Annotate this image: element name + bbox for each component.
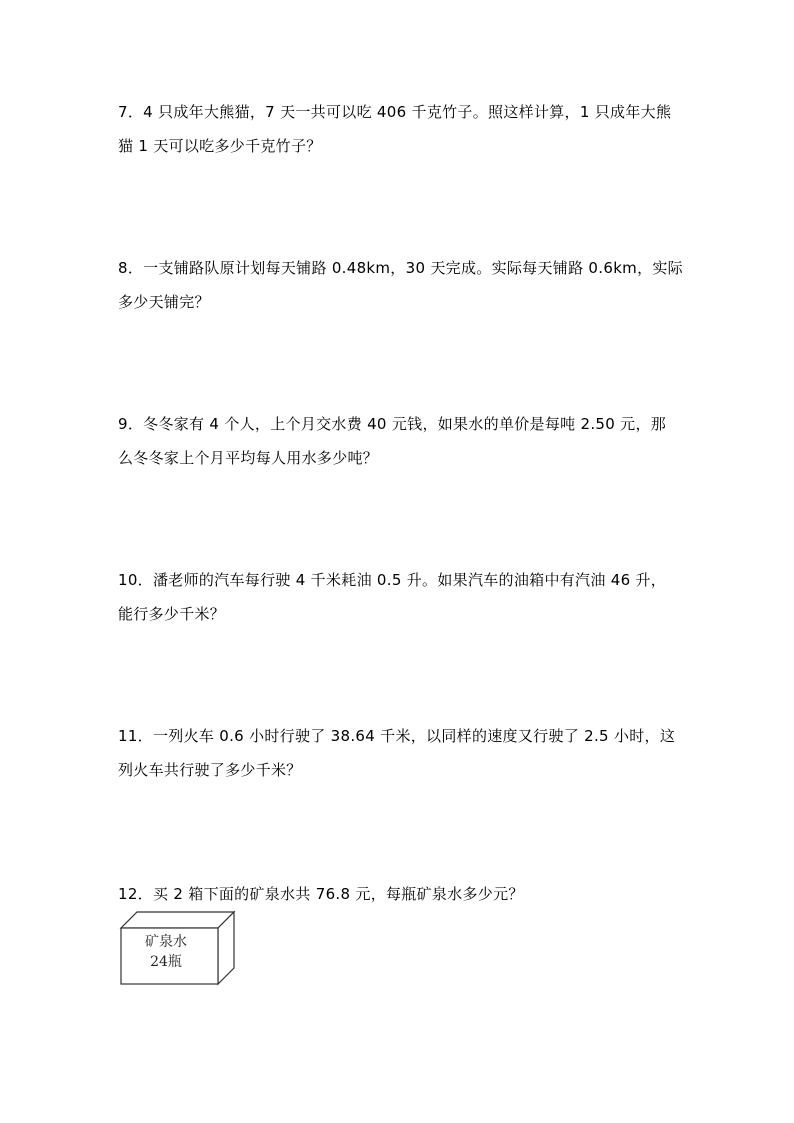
box-top-face (121, 912, 234, 928)
problem-12 (118, 877, 688, 911)
problem-7 (118, 95, 688, 163)
box-label (123, 932, 209, 972)
problem-8 (118, 251, 688, 319)
water-box-figure (117, 910, 237, 990)
problem-9-line-2: 么冬冬家上个月平均每人用水多少吨？ (118, 449, 379, 467)
problem-9 (118, 407, 688, 475)
problem-11-line-2: 列火车共行驶了多少千米？ (118, 761, 302, 779)
problem-9-line-1: 9．冬冬家有 4 个人，上个月交水费 40 元钱，如果水的单价是每吨 2.50 元，那 (118, 415, 667, 433)
problem-11 (118, 719, 688, 787)
box-label-name: 矿泉水 (145, 934, 187, 950)
problem-8-line-2: 多少天铺完？ (118, 293, 210, 311)
problem-8-line-1: 8．一支铺路队原计划每天铺路 0.48km，30 天完成。实际每天铺路 0.6km，实际 (118, 259, 683, 277)
problem-12-line-1: 12．买 2 箱下面的矿泉水共 76.8 元，每瓶矿泉水多少元？ (118, 885, 524, 903)
box-label-count: 24瓶 (150, 954, 182, 970)
problem-10-line-1: 10．潘老师的汽车每行驶 4 千米耗油 0.5 升。如果汽车的油箱中有汽油 46 升， (118, 571, 667, 589)
problem-7-line-1: 7．4 只成年大熊猫，7 天一共可以吃 406 千克竹子。照这样计算，1 只成年大熊 (118, 103, 672, 121)
problem-10 (118, 563, 688, 631)
problem-10-line-2: 能行多少千米？ (118, 605, 226, 623)
problem-11-line-1: 11．一列火车 0.6 小时行驶了 38.64 千米，以同样的速度又行驶了 2.5 小时，这 (118, 727, 676, 745)
problem-7-line-2: 猫 1 天可以吃多少千克竹子？ (118, 137, 322, 155)
